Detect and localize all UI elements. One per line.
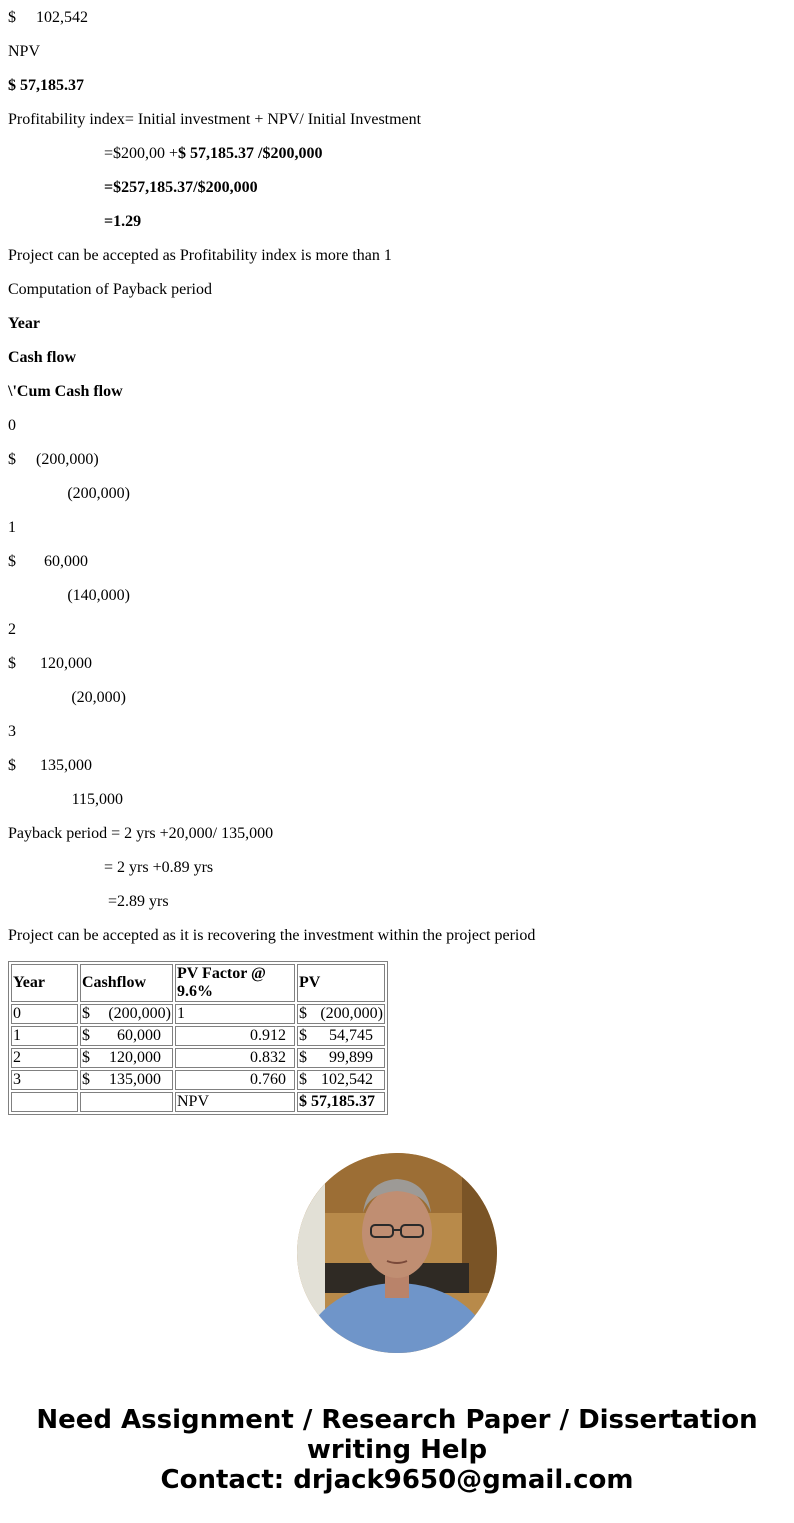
- profitability-conclusion: Project can be accepted as Profitability index is more than 1: [8, 247, 392, 264]
- cell-pv-symbol: $: [299, 1071, 307, 1088]
- table-row: [11, 1004, 385, 1024]
- promo-contact: Contact: drjack9650@gmail.com: [160, 1465, 634, 1495]
- cell-cashflow: [80, 1070, 173, 1090]
- payback-year: 2: [8, 621, 16, 638]
- cell-cashflow: [80, 1026, 173, 1046]
- cell-npv-label: NPV: [175, 1092, 295, 1112]
- cell-pv: [297, 1004, 385, 1024]
- cell-cashflow-symbol: $: [82, 1027, 90, 1044]
- cell-empty: [11, 1092, 78, 1112]
- payback-cum-value: 115,000: [71, 791, 123, 808]
- person-photo-icon: [297, 1153, 497, 1353]
- cell-cashflow: [80, 1004, 173, 1024]
- cell-factor: 1: [175, 1004, 295, 1024]
- payback-cash: $ 120,000: [8, 655, 92, 672]
- cell-npv-value: $ 57,185.37: [297, 1092, 385, 1112]
- cell-factor: 0.912: [175, 1026, 295, 1046]
- cell-year: 2: [11, 1048, 78, 1068]
- payback-cum-value: (200,000): [67, 485, 130, 502]
- pv-table: [8, 961, 388, 1115]
- header-year: Year: [11, 964, 78, 1002]
- cell-cashflow-value: 60,000: [117, 1027, 161, 1044]
- header-cashflow: Cashflow: [80, 964, 173, 1002]
- payback-cum: [8, 485, 130, 503]
- table-header-row: [11, 964, 385, 1002]
- cell-pv-value: 99,899: [329, 1049, 373, 1066]
- cell-pv-value: (200,000): [320, 1005, 383, 1022]
- payback-step-1: = 2 yrs +0.89 yrs: [104, 859, 214, 876]
- cell-cashflow-value: 135,000: [109, 1071, 161, 1088]
- payback-col-cum: \'Cum Cash flow: [8, 383, 123, 400]
- npv-value: $ 57,185.37: [8, 77, 84, 94]
- cell-pv: [297, 1026, 385, 1046]
- cell-year: 1: [11, 1026, 78, 1046]
- cell-pv: [297, 1070, 385, 1090]
- cell-pv-symbol: $: [299, 1027, 307, 1044]
- cell-year: 3: [11, 1070, 78, 1090]
- cell-factor: 0.832: [175, 1048, 295, 1068]
- payback-heading: Computation of Payback period: [8, 281, 212, 298]
- header-pv-factor: PV Factor @ 9.6%: [175, 964, 295, 1002]
- payback-cum: [8, 587, 130, 605]
- profitability-formula: Profitability index= Initial investment + NPV/ Initial Investment: [8, 111, 422, 128]
- payback-year: 0: [8, 417, 16, 434]
- cell-cashflow: [80, 1048, 173, 1068]
- cell-cashflow-symbol: $: [82, 1049, 90, 1066]
- cell-cashflow-symbol: $: [82, 1005, 90, 1022]
- payback-step-2: =2.89 yrs: [108, 893, 169, 910]
- cell-cashflow-value: 120,000: [109, 1049, 161, 1066]
- cell-factor: 0.760: [175, 1070, 295, 1090]
- cell-cashflow-value: (200,000): [108, 1005, 171, 1022]
- cell-pv-value: 102,542: [321, 1071, 373, 1088]
- cell-empty: [80, 1092, 173, 1112]
- cell-pv: [297, 1048, 385, 1068]
- payback-cum-value: (20,000): [71, 689, 126, 706]
- npv-label: NPV: [8, 43, 41, 60]
- payback-year: 1: [8, 519, 16, 536]
- payback-cash: $ 135,000: [8, 757, 92, 774]
- table-row: [11, 1026, 385, 1046]
- pv-value-line: $ 102,542: [8, 9, 88, 26]
- cell-pv-symbol: $: [299, 1005, 307, 1022]
- promo-line-1: Need Assignment / Research Paper / Dissertation: [36, 1405, 758, 1435]
- avatar: [297, 1153, 497, 1353]
- payback-year: 3: [8, 723, 16, 740]
- cell-pv-value: 54,745: [329, 1027, 373, 1044]
- payback-conclusion: Project can be accepted as it is recovering the investment within the project period: [8, 927, 536, 944]
- table-row: [11, 1048, 385, 1068]
- profitability-step-2: =$257,185.37/$200,000: [104, 179, 258, 196]
- header-pv: PV: [297, 964, 385, 1002]
- payback-col-cash: Cash flow: [8, 349, 77, 366]
- table-npv-row: [11, 1092, 385, 1112]
- cell-cashflow-symbol: $: [82, 1071, 90, 1088]
- profitability-step-1-plain: =$200,00 +: [104, 145, 179, 162]
- profitability-step-1-bold: $ 57,185.37 /$200,000: [178, 145, 323, 162]
- payback-cum-value: (140,000): [67, 587, 130, 604]
- payback-formula: Payback period = 2 yrs +20,000/ 135,000: [8, 825, 274, 842]
- cell-year: 0: [11, 1004, 78, 1024]
- cell-pv-symbol: $: [299, 1049, 307, 1066]
- payback-cum: [8, 689, 126, 707]
- payback-col-year: Year: [8, 315, 40, 332]
- payback-cash: $ (200,000): [8, 451, 99, 468]
- profitability-step-1: [104, 145, 323, 163]
- profitability-step-3: =1.29: [104, 213, 142, 230]
- table-row: [11, 1070, 385, 1090]
- payback-cum: [8, 791, 123, 809]
- payback-cash: $ 60,000: [8, 553, 88, 570]
- promo-line-2: writing Help: [306, 1435, 488, 1465]
